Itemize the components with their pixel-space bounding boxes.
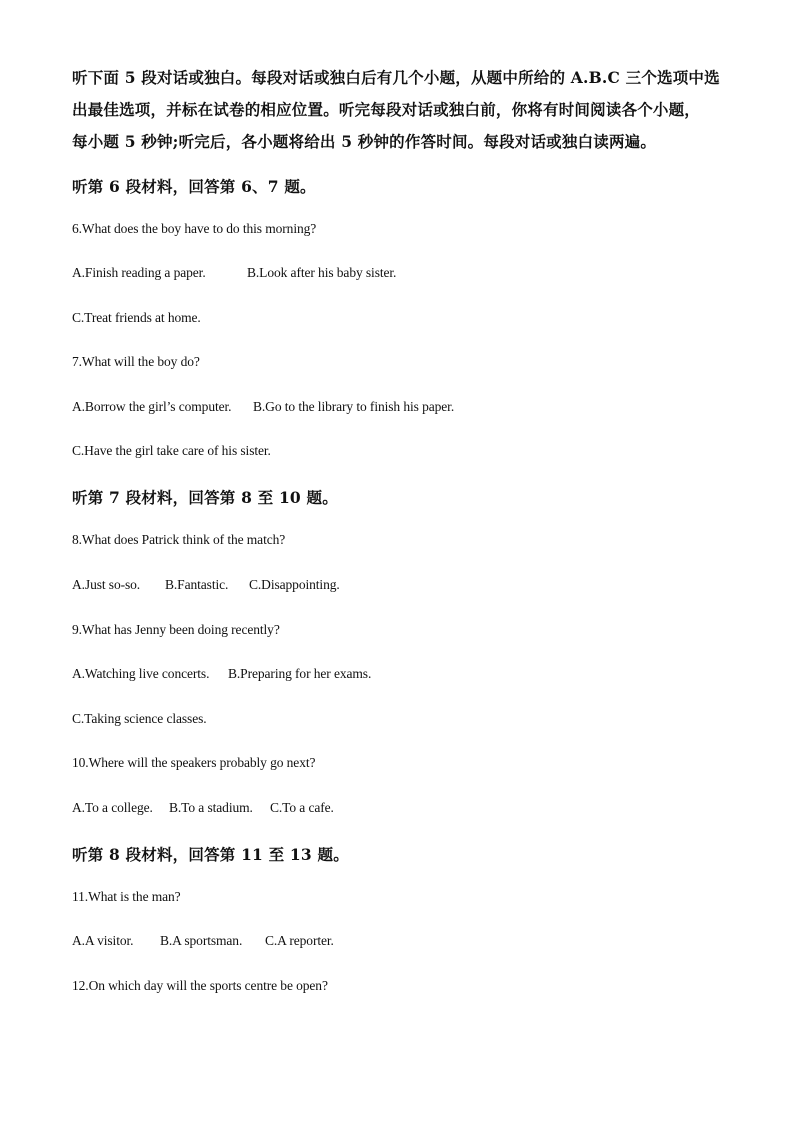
question-7-options-row-1 xyxy=(72,399,454,415)
section-7-heading: 听第 7 段材料，回答第 8 至 10 题。 xyxy=(72,488,338,507)
option-10b: B.To a stadium. xyxy=(169,800,253,815)
section-8-heading: 听第 8 段材料，回答第 11 至 13 题。 xyxy=(72,845,349,864)
option-8a: A.Just so-so. xyxy=(72,577,141,592)
question-10: 10.Where will the speakers probably go next? xyxy=(72,755,316,770)
option-7a: A.Borrow the girl’s computer. xyxy=(72,399,232,414)
option-9a: A.Watching live concerts. xyxy=(72,666,210,681)
option-9c: C.Taking science classes. xyxy=(72,711,207,726)
option-11a: A.A visitor. xyxy=(72,933,134,948)
question-7: 7.What will the boy do? xyxy=(72,354,200,369)
section-6-heading: 听第 6 段材料，回答第 6、7 题。 xyxy=(72,177,316,196)
question-11-options xyxy=(72,933,334,949)
option-11c: C.A reporter. xyxy=(265,933,334,948)
instructions-line-3: 每小题 5 秒钟;听完后，各小题将给出 5 秒钟的作答时间。每段对话或独白读两遍。 xyxy=(72,132,657,151)
option-10a: A.To a college. xyxy=(72,800,153,815)
option-8b: B.Fantastic. xyxy=(165,577,229,592)
option-6b: B.Look after his baby sister. xyxy=(247,265,397,280)
option-9b: B.Preparing for her exams. xyxy=(228,666,372,681)
option-6c: C.Treat friends at home. xyxy=(72,310,201,325)
option-11b: B.A sportsman. xyxy=(160,933,243,948)
question-9: 9.What has Jenny been doing recently? xyxy=(72,622,280,637)
question-9-options-row-1 xyxy=(72,666,371,682)
option-7b: B.Go to the library to finish his paper. xyxy=(253,399,455,414)
question-8: 8.What does Patrick think of the match? xyxy=(72,532,286,547)
question-11: 11.What is the man? xyxy=(72,889,181,904)
instructions-line-2: 出最佳选项，并标在试卷的相应位置。听完每段对话或独白前，你将有时间阅读各个小题， xyxy=(72,100,701,119)
option-6a: A.Finish reading a paper. xyxy=(72,265,206,280)
instructions-line-1: 听下面 5 段对话或独白。每段对话或独白后有几个小题，从题中所给的 A.B.C 三个选项中选 xyxy=(72,68,720,87)
question-12: 12.On which day will the sports centre be open? xyxy=(72,978,328,993)
option-10c: C.To a cafe. xyxy=(270,800,334,815)
question-8-options xyxy=(72,577,340,593)
option-8c: C.Disappointing. xyxy=(249,577,340,592)
question-6: 6.What does the boy have to do this morning? xyxy=(72,221,317,236)
question-10-options xyxy=(72,800,334,816)
option-7c: C.Have the girl take care of his sister. xyxy=(72,443,271,458)
question-6-options-row-1 xyxy=(72,265,396,281)
